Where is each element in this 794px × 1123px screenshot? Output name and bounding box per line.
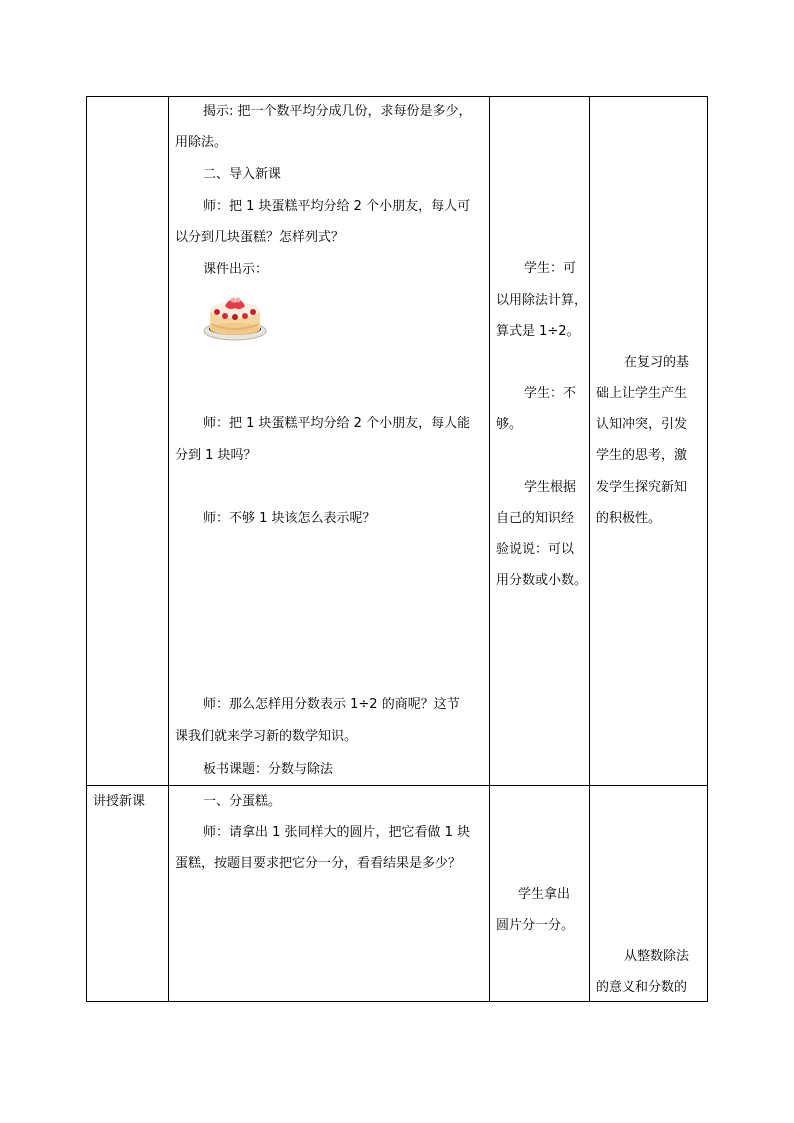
cake-image — [203, 290, 268, 342]
table-bottom-border — [86, 1001, 708, 1002]
student-text: 自己的知识经 — [496, 511, 575, 526]
teacher-text: 师：把 1 块蛋糕平均分给 2 个小朋友，每人能 — [203, 416, 471, 431]
intent-text: 从整数除法 — [624, 949, 690, 964]
intent-text: 的意义和分数的 — [596, 980, 688, 995]
intent-text: 的积极性。 — [596, 511, 662, 526]
teacher-text: 用除法。 — [175, 135, 228, 150]
intent-text: 在复习的基 — [624, 355, 690, 370]
intent-text: 础上让学生产生 — [596, 386, 688, 401]
column-divider-2 — [489, 96, 490, 1002]
student-text: 学生：不 — [524, 386, 577, 401]
student-text: 学生拿出 — [518, 887, 571, 902]
teacher-text: 板书课题：分数与除法 — [203, 762, 334, 777]
student-text: 算式是 1÷2。 — [496, 324, 580, 339]
teacher-text: 以分到几块蛋糕？怎样列式？ — [175, 230, 345, 245]
teacher-text: 揭示: 把一个数平均分成几份，求每份是多少， — [203, 104, 472, 119]
student-text: 以用除法计算， — [496, 293, 588, 308]
column-divider-1 — [168, 96, 169, 1002]
stage-label: 讲授新课 — [93, 794, 146, 809]
intent-text: 学生的思考，激 — [596, 448, 688, 463]
teacher-text: 一、分蛋糕。 — [203, 794, 282, 809]
student-text: 用分数或小数。 — [496, 573, 588, 588]
teacher-text: 师：那么怎样用分数表示 1÷2 的商呢？这节 — [203, 697, 460, 712]
student-text: 圆片分一分。 — [496, 918, 575, 933]
teacher-text: 师：把 1 块蛋糕平均分给 2 个小朋友，每人可 — [203, 199, 471, 214]
student-text: 验说说：可以 — [496, 542, 575, 557]
teacher-text: 分到 1 块吗？ — [175, 448, 257, 463]
student-text: 够。 — [496, 417, 523, 432]
teacher-text: 蛋糕，按题目要求把它分一分，看看结果是多少？ — [175, 856, 462, 871]
teacher-text: 课我们就来学习新的数学知识。 — [175, 729, 358, 744]
intent-text: 认知冲突，引发 — [596, 417, 688, 432]
column-divider-3 — [589, 96, 590, 1002]
teacher-text: 二、导入新课 — [203, 167, 282, 182]
row-divider — [86, 785, 708, 786]
teacher-text: 课件出示： — [203, 262, 269, 277]
intent-text: 发学生探究新知 — [596, 480, 688, 495]
table-left-border — [86, 96, 87, 1002]
table-top-border — [86, 96, 708, 97]
teacher-text: 师：请拿出 1 张同样大的圆片，把它看做 1 块 — [203, 825, 471, 840]
teacher-text: 师：不够 1 块该怎么表示呢？ — [203, 511, 376, 526]
student-text: 学生：可 — [524, 261, 577, 276]
student-text: 学生根据 — [524, 480, 577, 495]
table-right-border — [707, 96, 708, 1002]
